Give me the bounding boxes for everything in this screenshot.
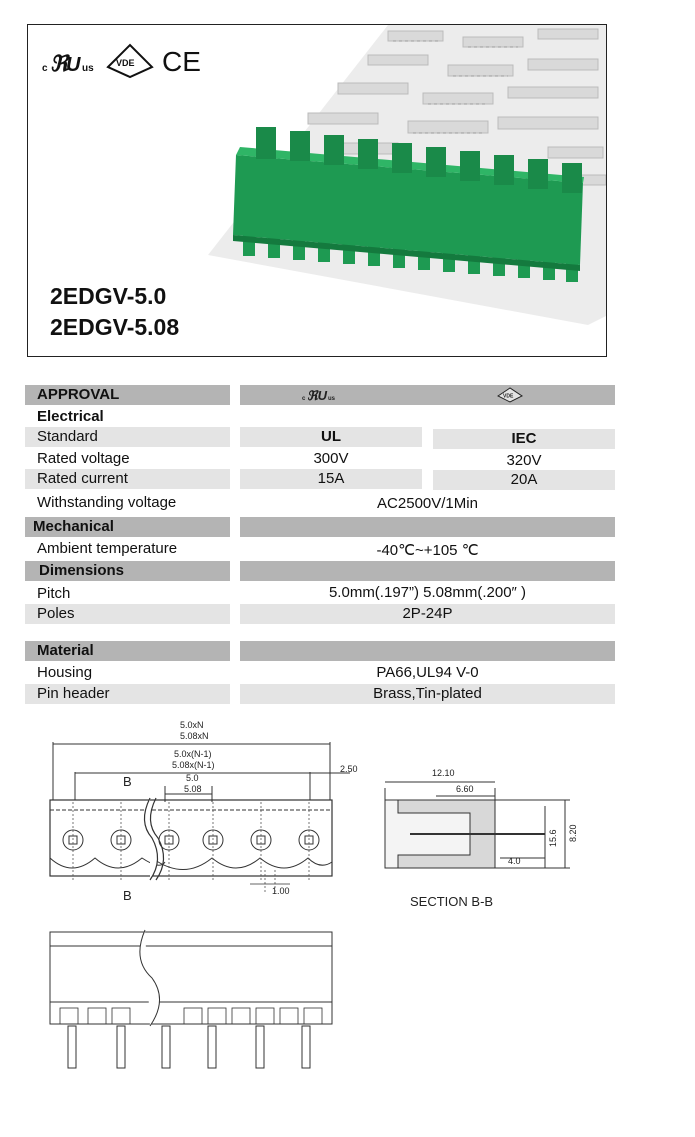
material-row (25, 641, 615, 661)
svg-text:VDE: VDE (116, 58, 135, 68)
material-label: Material (25, 641, 230, 661)
svg-text:CE: CE (162, 46, 201, 77)
approval-marks-cell (240, 385, 615, 405)
withstanding-voltage-value: AC2500V/1Min (377, 495, 478, 512)
vde-mark-small-icon (498, 388, 522, 402)
section-mark-top: B (123, 774, 132, 789)
dim-n1-2: 5.08x(N-1) (172, 760, 215, 770)
pin-header-value: Brass,Tin-plated (240, 684, 615, 704)
standard-ul: UL (240, 427, 422, 447)
withstanding-voltage-label: Withstanding voltage (37, 494, 177, 511)
dim-inner: 6.60 (456, 784, 474, 794)
dim-n1-1: 5.0x(N-1) (174, 749, 212, 759)
dim-total-2: 5.08xN (180, 731, 209, 741)
housing-row (25, 663, 615, 683)
ambient-temperature-label: Ambient temperature (37, 540, 178, 557)
mechanical-label: Mechanical (25, 517, 230, 537)
poles-row (25, 604, 615, 624)
withstanding-voltage-row (25, 493, 615, 513)
model-name-2: 2EDGV-5.08 (50, 314, 180, 340)
svg-text:ℜU: ℜU (307, 388, 327, 403)
svg-text:us: us (82, 63, 94, 74)
svg-text:c: c (302, 396, 306, 402)
dim-pin-len: 4.0 (508, 856, 521, 866)
rated-current-ul: 15A (240, 469, 422, 489)
svg-text:ℜ: ℜ (50, 51, 68, 76)
svg-text:VDE: VDE (503, 393, 514, 400)
vde-mark-icon (108, 45, 152, 77)
dim-pin: 1.00 (272, 886, 290, 896)
ambient-temperature-value: -40℃~+105 ℃ (376, 542, 479, 559)
mechanical-value-cell (240, 517, 615, 537)
mechanical-row (25, 517, 615, 537)
pitch-label: Pitch (37, 585, 71, 602)
technical-drawing (0, 710, 695, 1137)
approval-row (25, 385, 615, 405)
rated-current-label: Rated current (25, 469, 230, 489)
ambient-temperature-row (25, 539, 615, 559)
electrical-row (25, 407, 615, 427)
pin-header-label: Pin header (25, 684, 230, 704)
housing-label: Housing (37, 664, 93, 681)
svg-text:c: c (42, 63, 48, 74)
electrical-label: Electrical (37, 408, 104, 425)
dimensions-label: Dimensions (25, 561, 230, 581)
dim-height: 15.6 (548, 829, 558, 847)
ul-mark-icon (42, 51, 94, 76)
rated-voltage-row (25, 449, 615, 469)
standard-row (25, 427, 615, 447)
housing-value: PA66,UL94 V-0 (376, 664, 479, 681)
rated-current-row (25, 469, 615, 489)
dim-height2: 8.20 (568, 824, 578, 842)
standard-iec: IEC (433, 429, 615, 449)
ul-mark-small-icon (302, 388, 336, 403)
dim-depth: 12.10 (432, 768, 455, 778)
section-mark-bottom: B (123, 888, 132, 903)
model-name-1: 2EDGV-5.0 (50, 283, 167, 309)
dimensions-row (25, 561, 615, 581)
dim-total-1: 5.0xN (180, 720, 204, 730)
pin-header-row (25, 684, 615, 704)
rated-voltage-label: Rated voltage (37, 450, 130, 467)
pitch-row (25, 583, 615, 603)
poles-value: 2P-24P (240, 604, 615, 624)
dim-pitch-2: 5.08 (184, 784, 202, 794)
dim-end: 2.50 (340, 764, 358, 774)
dim-pitch-1: 5.0 (186, 773, 199, 783)
rated-voltage-ul: 300V (313, 450, 349, 467)
rated-current-iec: 20A (433, 470, 615, 490)
material-value-cell (240, 641, 615, 661)
section-label: SECTION B-B (410, 894, 494, 909)
standard-label: Standard (25, 427, 230, 447)
ce-mark-icon (162, 46, 201, 77)
svg-text:U: U (66, 54, 81, 76)
rated-voltage-iec: 320V (506, 452, 542, 469)
product-photo-panel (27, 24, 607, 357)
dimensions-value-cell (240, 561, 615, 581)
approval-label: APPROVAL (25, 385, 230, 405)
pitch-value: 5.0mm(.197”) 5.08mm(.200″ ) (328, 584, 527, 601)
poles-label: Poles (25, 604, 230, 624)
svg-text:us: us (328, 396, 336, 402)
